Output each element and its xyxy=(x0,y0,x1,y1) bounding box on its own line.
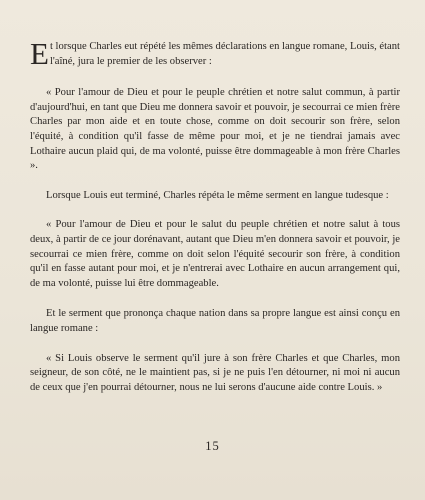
page-body xyxy=(30,36,400,395)
opening-paragraph xyxy=(30,36,400,71)
page-number: 15 xyxy=(205,439,220,453)
opening-paragraph-text: t lorsque Charles eut répété les mêmes déclarations en langue romane, Louis, étant l'aîné, jura le premier de les observer : xyxy=(49,41,400,67)
drop-cap: E xyxy=(30,36,49,71)
oath-louis-romance: « Pour l'amour de Dieu et pour le peuple chrétien et notre salut commun, à partir d'aujourd'hui, en tant que Dieu me donnera savoir et pouvoir, je secourrai ce mien frère Charles par mon aide et en toute chose, comme on doit secourir son frère, selon l'équité, à condition qu'il fasse de même pour moi, et je ne tiendrai jamais avec Lothaire aucun plaid qui, de ma volonté, puisse être dommageable à mon frère Charles ». xyxy=(30,87,400,172)
narration-paragraph-2: Et le serment que prononça chaque nation dans sa propre langue est ainsi conçu en langue romane : xyxy=(30,308,400,334)
oath-people-romance: « Si Louis observe le serment qu'il jure à son frère Charles et que Charles, mon seigneur, de son côté, ne le maintient pas, si je ne puis l'en détourner, ni moi ni aucun de ceux que j'en pourrai détourner, nous ne lui serons d'aucune aide contre Louis. » xyxy=(30,352,400,393)
narration-paragraph: Lorsque Louis eut terminé, Charles répéta le même serment en langue tudesque : xyxy=(46,189,389,201)
oath-charles-tudesque: « Pour l'amour de Dieu et pour le salut du peuple chrétien et notre salut à tous deux, à partir de ce jour dorénavant, autant que Dieu m'en donnera savoir et pouvoir, je secourrai ce mien frère, comme on doit selon l'équité secourir son frère, à condition qu'il en fasse autant pour moi, et je n'entrerai avec Lothaire en aucun arrangement qui, de ma volonté, puisse lui être dommageable. xyxy=(30,219,400,289)
